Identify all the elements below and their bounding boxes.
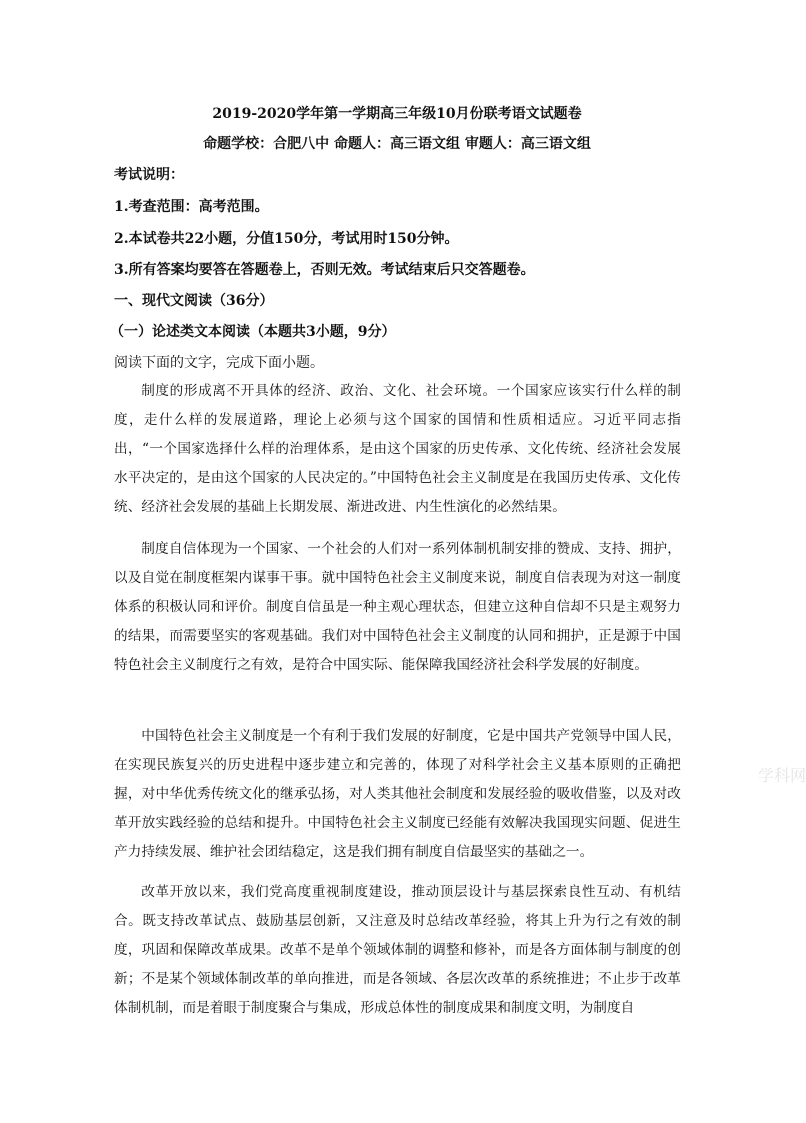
article-paragraph-3: 中国特色社会主义制度是一个有利于我们发展的好制度，它是中国共产党领导中国人民，在实现民族复兴的历史进程中逐步建立和完善的，体现了对科学社会主义基本原则的正确把握，对中华优秀传统文化的继承弘扬，对人类其他社会制度和发展经验的吸收借鉴，以及对改革开放实践经验的总结和提升。中国特色社会主义制度已经能有效解决我国现实问题、促进生产力持续发展、维护社会团结稳定，这是我们拥有制度自信最坚实的基础之一。 (114, 728, 681, 861)
article-paragraph-4: 改革开放以来，我们党高度重视制度建设，推动顶层设计与基层探索良性互动、有机结合。既支持改革试点、鼓励基层创新，又注意及时总结改革经验，将其上升为行之有效的制度，巩固和保障改革成果。改革不是单个领域体制的调整和修补，而是各方面体制与制度的创新；不是某个领域体制改革的单向推进，而是各领域、各层次改革的系统推进；不止步于改革体制机制，而是着眼于制度聚合与集成，形成总体性的制度成果和制度文明，为制度自 (114, 884, 681, 1017)
exam-title: 2019-2020学年第一学期高三年级10月份联考语文试题卷 (212, 106, 582, 122)
instruction-item: 3.所有答案均要答在答题卷上，否则无效。考试结束后只交答题卷。 (114, 262, 535, 278)
article-paragraph-2: 制度自信体现为一个国家、一个社会的人们对一系列体制机制安排的赞成、支持、拥护，以及自觉在制度框架内谋事干事。就中国特色社会主义制度来说，制度自信表现为对这一制度体系的积极认同和评价。制度自信虽是一种主观心理状态，但建立这种自信却不只是主观努力的结果，而需要坚实的客观基础。我们对中国特色社会主义制度的认同和拥护，正是源于中国特色社会主义制度行之有效，是符合中国实际、能保障我国经济社会科学发展的好制度。 (114, 541, 681, 674)
instructions-heading: 考试说明： (114, 167, 184, 183)
subsection-title: （一）论述类文本阅读（本题共3小题，9分） (110, 324, 396, 340)
instruction-item: 2.本试卷共22小题，分值150分，考试用时150分钟。 (114, 231, 459, 247)
article-paragraph-1: 制度的形成离不开具体的经济、政治、文化、社会环境。一个国家应该实行什么样的制度，走什么样的发展道路，理论上必须与这个国家的国情和性质相适应。习近平同志指出，“一个国家选择什么样的治理体系，是由这个国家的历史传承、文化传统、经济社会发展水平决定的，是由这个国家的人民决定的。”中国特色社会主义制度是在我国历史传承、文化传统、经济社会发展的基础上长期发展、渐进改进、内生性演化的必然结果。 (114, 383, 681, 516)
exam-subtitle: 命题学校：合肥八中 命题人：高三语文组 审题人：高三语文组 (203, 136, 591, 152)
watermark: 学科网 (758, 766, 806, 785)
reading-prompt: 阅读下面的文字，完成下面小题。 (114, 355, 324, 371)
section-title: 一、现代文阅读（36分） (114, 293, 274, 309)
instruction-item: 1.考查范围：高考范围。 (114, 199, 269, 215)
